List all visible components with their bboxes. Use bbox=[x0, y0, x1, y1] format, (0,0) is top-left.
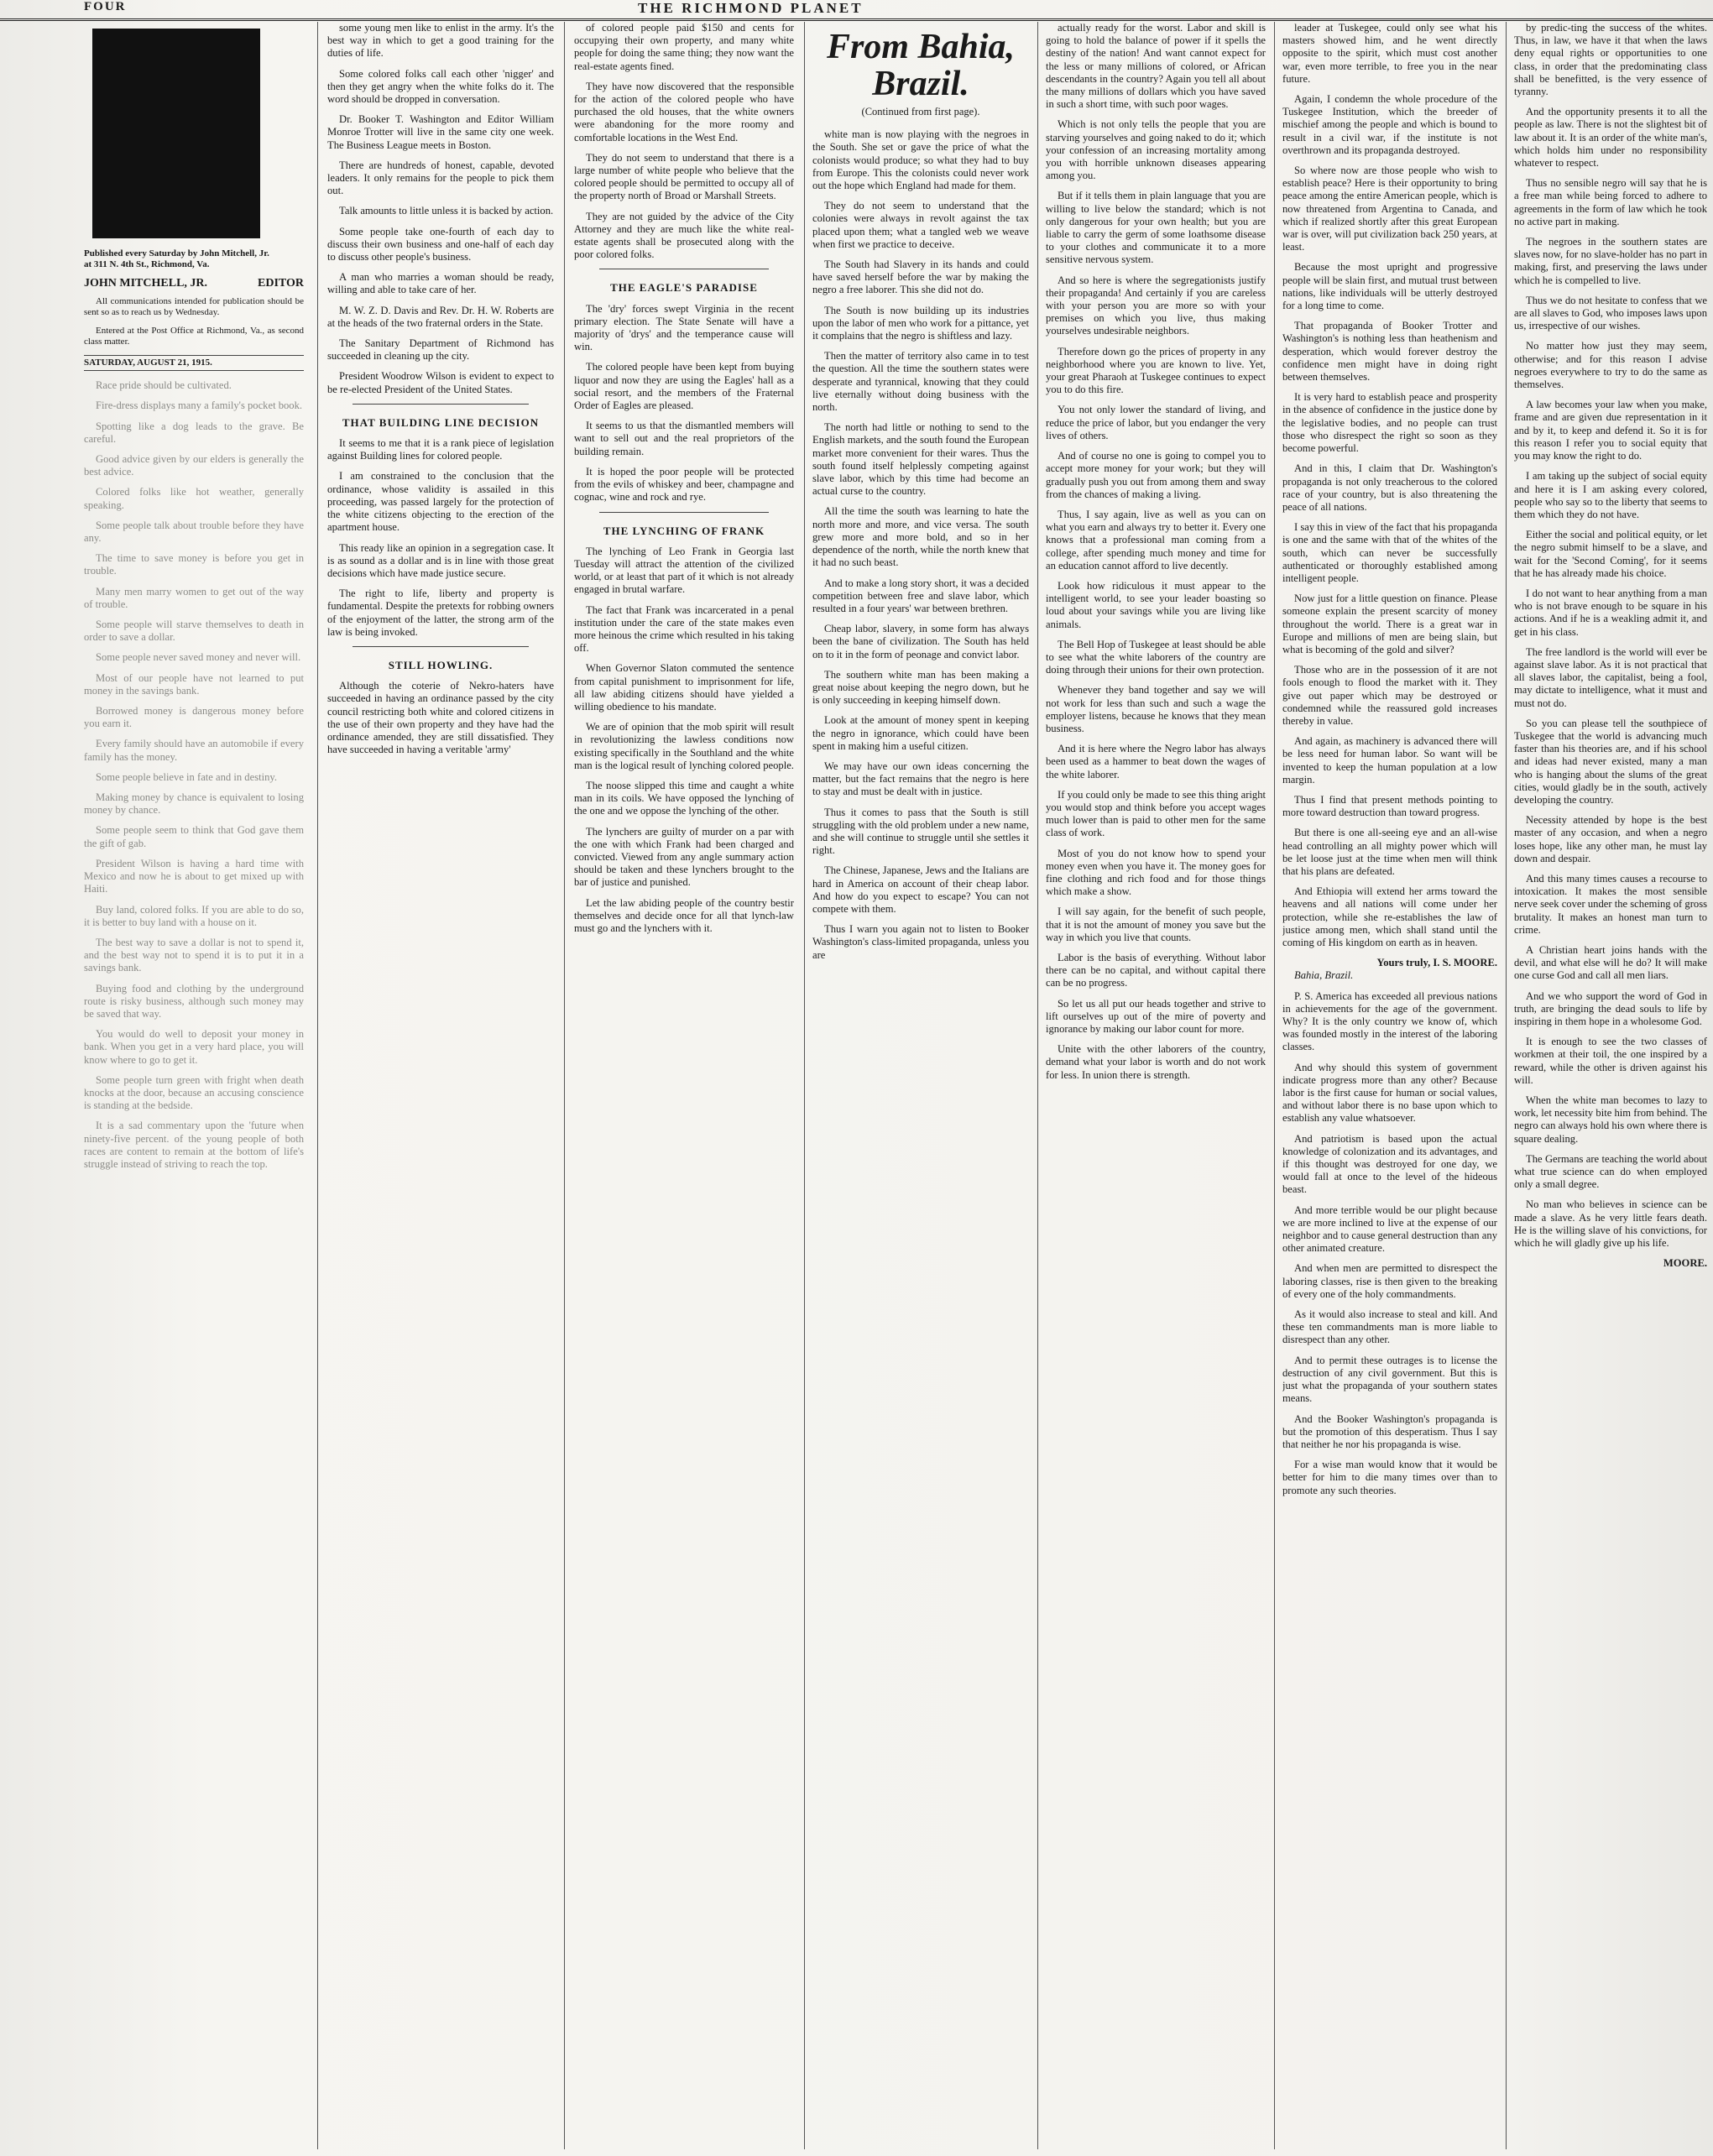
article-paragraph: Borrowed money is dangerous money before you earn it. bbox=[84, 705, 304, 730]
article-paragraph: The Bell Hop of Tuskegee at least should be able to see what the white laborers of the country are doing through their unions for their own protection. bbox=[1046, 638, 1266, 676]
article-paragraph: Most of you do not know how to spend your money even when you have it. The money goes for fine clothing and rich food and for those things which make a show. bbox=[1046, 847, 1266, 898]
article-paragraph: Some people turn green with fright when death knocks at the door, because an accusing conscience is standing at the bedside. bbox=[84, 1073, 304, 1112]
article-paragraph: And the Booker Washington's propaganda is but the promotion of this desperatism. Thus I say that neither he nor his propaganda is wise. bbox=[1282, 1412, 1497, 1450]
article-paragraph: Therefore down go the prices of property in any neighborhood where you are known to live. Yet, your great Pharaoh at Tuskegee continues to expect you to do this fire. bbox=[1046, 345, 1266, 396]
article-paragraph: Buy land, colored folks. If you are able to do so, it is better to buy land with a house on it. bbox=[84, 903, 304, 928]
article-paragraph: Cheap labor, slavery, in some form has always been the bane of civilization. The South has held on to it in the form of peonage and convict labor. bbox=[812, 623, 1029, 660]
column-rule bbox=[804, 22, 805, 2149]
article-paragraph: They are not guided by the advice of the City Attorney and they are much like the white real-estate agents shall be prosecuted along with the poor colored folks. bbox=[574, 210, 794, 261]
article-paragraph: The lynchers are guilty of murder on a par with the one with which Frank had been charged and convicted. Viewed from any angle summary action should be taken and these lynchers brought to the bar of justice and punished. bbox=[574, 825, 794, 889]
article-paragraph: You not only lower the standard of living, and reduce the price of labor, but you endanger the very lives of others. bbox=[1046, 404, 1266, 441]
signoff-place: Bahia, Brazil. bbox=[1294, 969, 1354, 982]
article-paragraph: We may have our own ideas concerning the matter, but the fact remains that the negro is here to stay and must be dealt with in justice. bbox=[812, 760, 1029, 798]
column-3-paragraphs-mid bbox=[574, 303, 794, 504]
column-4-paragraphs bbox=[812, 128, 1029, 962]
article-paragraph: Good advice given by our elders is generally the best advice. bbox=[84, 453, 304, 478]
article-paragraph: The Germans are teaching the world about what true science can do when employed only a small degree. bbox=[1514, 1152, 1707, 1191]
article-paragraph: And more terrible would be our plight because we are more inclined to live at the expense of our neighbor and to cause general destruction than any other animated creature. bbox=[1282, 1203, 1497, 1255]
article-paragraph: Either the social and political equity, or let the negro submit himself to be a slave, and wait for the 'Second Coming', for it seems that he has already made his choice. bbox=[1514, 529, 1707, 579]
article-paragraph: As it would also increase to steal and kill. And these ten commandments man is more liable to disrespect than any other. bbox=[1282, 1308, 1497, 1346]
article-paragraph: Which is not only tells the people that you are starving yourselves and going naked to do it; which your confession of an increasing mortality among you with horrible unknown diseases appearing among you. bbox=[1046, 118, 1266, 182]
article-paragraph: The South is now building up its industries upon the labor of men who work for a pittance, yet it complains that the negro is shiftless and lazy. bbox=[812, 304, 1029, 342]
editor-line bbox=[84, 277, 304, 290]
article-paragraph: Some colored folks call each other 'nigger' and then they get angry when the white folks do it. The word should be dropped in conversation. bbox=[327, 67, 554, 106]
article-paragraph: And the opportunity presents it to all the people as law. There is not the slightest bit of law about it. It is an order of the white man's, which holds him under no responsibility whatever to respect. bbox=[1514, 106, 1707, 170]
article-paragraph: A law becomes your law when you make, frame and are given due representation in it and by it, to keep and defend it. So it is for this reason I refer you to social equity that you may know the right to do. bbox=[1514, 399, 1707, 462]
column-7-paragraphs bbox=[1514, 22, 1707, 1250]
headline-still-howling: STILL HOWLING. bbox=[388, 658, 494, 671]
article-paragraph: P. S. America has exceeded all previous nations in achievements for the age of the government. Why? It is the only country we know of, which was founded mostly in the interest of the laboring classes. bbox=[1282, 989, 1497, 1053]
article-paragraph: I say this in view of the fact that his propaganda is one and the same with that of the whites of the south, which can never be successfully authenticated or thoroughly established among intelligent people. bbox=[1282, 521, 1497, 584]
article-paragraph: And we who support the word of God in truth, are bringing the dead souls to life by inspiring in them hope in a wholesome God. bbox=[1514, 989, 1707, 1028]
article-paragraph: Unite with the other laborers of the country, demand what your labor is worth and do not work for less. In union there is strength. bbox=[1046, 1043, 1266, 1081]
article-paragraph: Let the law abiding people of the country bestir themselves and decide once for all that lynch-law must go and the lynchers with it. bbox=[574, 896, 794, 934]
separator bbox=[353, 404, 529, 405]
column-rule bbox=[1506, 22, 1507, 2149]
editor-name: JOHN MITCHELL, JR. bbox=[84, 277, 208, 290]
article-paragraph: President Wilson is having a hard time with Mexico and now he is about to get mixed up with Haiti. bbox=[84, 857, 304, 895]
article-paragraph: Thus I warn you again not to listen to Booker Washington's class-limited propaganda, unless you are bbox=[812, 923, 1029, 961]
article-paragraph: For a wise man would know that it would be better for him to die many times over than to promote any such theories. bbox=[1282, 1459, 1497, 1496]
masthead-emblem bbox=[92, 29, 260, 238]
article-paragraph: some young men like to enlist in the army. It's the best way in which to get a good training for the duties of life. bbox=[327, 22, 554, 60]
article-paragraph: I am taking up the subject of social equity and here it is I am asking every colored, people who say so to the liberty that seems to them which they do not have. bbox=[1514, 470, 1707, 520]
article-paragraph: Talk amounts to little unless it is backed by action. bbox=[339, 205, 554, 217]
headline-building-line: THAT BUILDING LINE DECISION bbox=[342, 415, 540, 429]
column-rule bbox=[317, 22, 318, 2149]
article-title-bahia: From Bahia, Brazil. bbox=[826, 28, 1016, 103]
article-paragraph: No man who believes in science can be made a slave. As he very little fears death. He is the willing slave of his convictions, for which he will gladly give up his life. bbox=[1514, 1198, 1707, 1250]
article-paragraph: It is hoped the poor people will be protected from the evils of whiskey and beer, champagne and cognac, wine and rock and rye. bbox=[574, 465, 794, 504]
article-paragraph: A man who marries a woman should be ready, willing and able to take care of her. bbox=[327, 271, 554, 296]
article-paragraph: Then the matter of territory also came in to test the question. All the time the southern states were desperate and tyrannical, knowing that they could live eternally without doing business with the north. bbox=[812, 350, 1029, 414]
article-paragraph: white man is now playing with the negroes in the South. She set or gave the price of what the colonists would produce; so what they had to buy from Europe. This the colonists could never work out the hope which England had made for them. bbox=[812, 128, 1029, 192]
column-rule bbox=[1274, 22, 1275, 2149]
article-paragraph: And it is here where the Negro labor has always been used as a hammer to beat down the wages of the white laborer. bbox=[1046, 743, 1266, 780]
article-paragraph: Some people talk about trouble before they have any. bbox=[84, 519, 304, 545]
column-7 bbox=[1514, 22, 1707, 2149]
article-paragraph: The best way to save a dollar is not to spend it, and the best way not to spend it is to put it in a savings bank. bbox=[84, 936, 304, 974]
article-paragraph: actually ready for the worst. Labor and skill is going to hold the balance of power if it spells the destiny of the nation! And want cannot expect for the less or many millions of colored, or African descendants in the country? Again you tell all about the many millions of dollars which you have saved in such a short time, with such poor wages. bbox=[1046, 22, 1266, 111]
article-paragraph: The lynching of Leo Frank in Georgia last Tuesday will attract the attention of the civilized world, or at least that part of it which is not already engaged in brutal warfare. bbox=[574, 545, 794, 596]
column-4 bbox=[812, 22, 1029, 2149]
article-paragraph: The Chinese, Japanese, Jews and the Italians are hard in America on account of their cheap labor. And how do you expect to escape? You can not compete with them. bbox=[812, 864, 1029, 915]
editor-role: EDITOR bbox=[258, 277, 304, 290]
article-paragraph: We are of opinion that the mob spirit will result in revolutionizing the lawless conditions now existing specifically in the Southland and the white man is the logical result of lynching colored people. bbox=[574, 721, 794, 771]
article-paragraph: When Governor Slaton commuted the sentence from capital punishment to imprisonment for life, all law abiding citizens should have yielded a willing obedience to his mandate. bbox=[574, 662, 794, 713]
column-2-paragraphs-mid bbox=[327, 437, 554, 639]
article-paragraph: Fire-dress displays many a family's pocket book. bbox=[96, 399, 303, 412]
article-paragraph: Dr. Booker T. Washington and Editor William Monroe Trotter will live in the same city one week. The Business League meets in Boston. bbox=[327, 113, 554, 151]
article-paragraph: They have now discovered that the responsible for the action of the colored people who have purchased the old houses, that the white owners were abandoning for the more roomy and comfortable locations in the West End. bbox=[574, 80, 794, 144]
article-paragraph: Some people take one-fourth of each day to discuss their own business and one-half of each day to discuss other people's business. bbox=[327, 225, 554, 264]
column-2 bbox=[327, 22, 554, 2149]
notice-communications: All communications intended for publication should be sent so as to reach us by Wednesday. bbox=[84, 296, 304, 318]
article-paragraph: Many men marry women to get out of the way of trouble. bbox=[84, 585, 304, 610]
article-paragraph: President Woodrow Wilson is evident to expect to be re-elected President of the United States. bbox=[327, 370, 554, 395]
article-paragraph: Thus, I say again, live as well as you can on what you earn and always try to better it. Every one knows that a professional man coming from a college, after spending much money and time for an education cannot afford to live decently. bbox=[1046, 508, 1266, 572]
article-paragraph: And in this, I claim that Dr. Washington's propaganda is not only treacherous to the colored race of your country, but is also threatening the peace of all nations. bbox=[1282, 462, 1497, 513]
article-paragraph: The colored people have been kept from buying liquor and now they are using the Eagles' hall as a social resort, and the members of the Fraternal Order of Eagles are pleased. bbox=[574, 361, 794, 412]
article-paragraph: And so here is where the segregationists justify their propaganda! And certainly if you are careless with your person you are more so with your premises on which you live, thus making yourselves undesirable neighbors. bbox=[1046, 274, 1266, 337]
article-paragraph: M. W. Z. D. Davis and Rev. Dr. H. W. Roberts are at the heads of the two fraternal orders in the State. bbox=[327, 304, 554, 329]
article-paragraph: Thus no sensible negro will say that he is a free man while being forced to adhere to agreements in the form of law which he took no active part in making. bbox=[1514, 177, 1707, 227]
article-paragraph: It is a sad commentary upon the 'future when ninety-five percent. of the young people of both races are content to remain at the bottom of life's struggle instead of striving to reach the top. bbox=[84, 1120, 304, 1170]
article-paragraph: Colored folks like hot weather, generally speaking. bbox=[84, 486, 304, 511]
column-rule bbox=[564, 22, 565, 2149]
article-paragraph: All the time the south was learning to hate the north more and more, and vice versa. The south grew more and more bold, and so in her dependence of the north, while the north knew that it had no such beast. bbox=[812, 505, 1029, 569]
article-paragraph: of colored people paid $150 and cents for occupying their own property, and many white people for doing the same thing; they now want the real-estate agents fined. bbox=[574, 22, 794, 72]
article-paragraph: The north had little or nothing to send to the English markets, and the south found the European market more convenient for their wares. Thus the south found itself helplessly competing against slave labor, which by this time had become an actual curse to the country. bbox=[812, 421, 1029, 498]
article-paragraph: by predic-ting the success of the whites. Thus, in law, we have it that when the laws deny equal rights or opportunities to one class, in order that the predominating class shall be benefitted, is the very essence of tyranny. bbox=[1514, 22, 1707, 98]
newspaper-title: THE RICHMOND PLANET bbox=[638, 0, 864, 16]
headline-lynching-of-frank: THE LYNCHING OF FRANK bbox=[603, 524, 765, 537]
article-paragraph: The free landlord is the world will ever be against slave labor. As it is not practical that all slaves labor, the capitalist, being a fool, may dictate to intelligence, what it must and must not do. bbox=[1514, 645, 1707, 709]
column-rule bbox=[1037, 22, 1038, 2149]
article-paragraph: Most of our people have not learned to put money in the savings bank. bbox=[84, 671, 304, 697]
article-subtitle: (Continued from first page). bbox=[861, 106, 980, 117]
article-paragraph: So let us all put our heads together and strive to lift ourselves up out of the mire of poverty and ignorance by making our labor count for more. bbox=[1046, 997, 1266, 1036]
separator bbox=[353, 646, 529, 647]
column-6-paragraphs-top bbox=[1282, 22, 1497, 949]
article-paragraph: And patriotism is based upon the actual knowledge of colonization and its advantages, and if this thought was destroyed for one day, we would fall at once to the level of the hideous beast. bbox=[1282, 1132, 1497, 1196]
article-paragraph: The South had Slavery in its hands and could have saved herself before the war by making the negro a free laborer. This she did not do. bbox=[812, 258, 1029, 296]
article-paragraph: It is very hard to establish peace and prosperity in the absence of confidence in the justice done by the legislative bodies, and no people can trust those who disrespect the right so soon as they become powerful. bbox=[1282, 391, 1497, 455]
column-3-paragraphs-bottom bbox=[574, 546, 794, 935]
article-paragraph: And to make a long story short, it was a decided competition between free and slave labor, which resulted in a four years' war between brethren. bbox=[812, 577, 1029, 614]
article-paragraph: It is enough to see the two classes of workmen at their toil, the one inspired by a reward, while the other is driven against his will. bbox=[1514, 1036, 1707, 1086]
signoff-moore-final: MOORE. bbox=[1663, 1257, 1707, 1270]
article-paragraph: So you can please tell the southpiece of Tuskegee that the world is advancing much faster than his theories are, and if his school and ideas had never existed, many a man who is hanging about the slums of the great cities, would gladly be in the south, actively developing the country. bbox=[1514, 717, 1707, 806]
article-paragraph: Because the most upright and progressive people will be slain first, and mutual trust between nations, like individuals will be utterly destroyed for a long time to come. bbox=[1282, 261, 1497, 312]
headline-eagles-paradise: THE EAGLE'S PARADISE bbox=[610, 281, 758, 295]
column-6-postscript bbox=[1282, 990, 1497, 1497]
separator bbox=[599, 512, 769, 513]
article-paragraph: And when men are permitted to disrespect the laboring classes, rise is then given to the breaking of every one of the holy commandments. bbox=[1282, 1262, 1497, 1300]
dateline: SATURDAY, AUGUST 21, 1915. bbox=[84, 355, 304, 371]
article-paragraph: Every family should have an automobile if every family has the money. bbox=[84, 738, 304, 763]
column-1 bbox=[84, 22, 304, 2149]
article-paragraph: Some people seem to think that God gave them the gift of gab. bbox=[84, 824, 304, 849]
column-2-paragraphs-bottom bbox=[327, 680, 554, 756]
article-paragraph: Some people will starve themselves to death in order to save a dollar. bbox=[84, 619, 304, 644]
article-paragraph: The noose slipped this time and caught a white man in its coils. We have opposed the lynching of the one and we oppose the lynching of the other. bbox=[574, 779, 794, 817]
column-2-paragraphs-top bbox=[327, 22, 554, 396]
article-paragraph: Spotting like a dog leads to the grave. Be careful. bbox=[84, 420, 304, 445]
article-paragraph: That propaganda of Booker Trotter and Washington's is nothing less than heathenism and desperation, which would forever destroy the confidence men might have in doing right between themselves. bbox=[1282, 320, 1497, 384]
article-paragraph: It seems to us that the dismantled members will want to sell out and the real proprietors of the building remain. bbox=[574, 420, 794, 457]
article-paragraph: A Christian heart joins hands with the devil, and what else will he do? It will make one curse God and call all men liars. bbox=[1514, 944, 1707, 982]
article-paragraph: The fact that Frank was incarcerated in a penal institution under the care of the state makes even more heinous the crime which resulted in his taking off. bbox=[574, 603, 794, 655]
masthead bbox=[0, 0, 1713, 21]
article-paragraph: The southern white man has been making a great noise about keeping the negro down, but he is only succeeding in keeping himself down. bbox=[812, 668, 1029, 707]
signoff-moore: Yours truly, I. S. MOORE. bbox=[1376, 957, 1497, 969]
article-paragraph: Again, I condemn the whole procedure of the Tuskegee Institution, which the breeder of mischief among the people and which is bound to result in a civil war, if the institute is not overthrown and its propaganda destroyed. bbox=[1282, 93, 1497, 156]
page-number: FOUR bbox=[84, 0, 127, 13]
article-paragraph: Labor is the basis of everything. Without labor there can be no capital, and without capital there can be no progress. bbox=[1046, 952, 1266, 989]
article-paragraph: I do not want to hear anything from a man who is not brave enough to be square in his actions. And if he is a weakling admit it, and get in his class. bbox=[1514, 587, 1707, 638]
column-3 bbox=[574, 22, 794, 2149]
column-1-paragraphs bbox=[84, 379, 304, 1171]
article-paragraph: They do not seem to understand that the colonies were always in revolt against the tax placed upon them; what a tangled web we weave when first we practice to deceive. bbox=[812, 200, 1029, 250]
column-3-paragraphs-top bbox=[574, 22, 794, 261]
article-paragraph: Necessity attended by hope is the best master of any occasion, and when a negro loses hope, like any other man, he must lay down and despair. bbox=[1514, 814, 1707, 864]
article-paragraph: Some people believe in fate and in destiny. bbox=[96, 770, 278, 783]
article-paragraph: Some people never saved money and never will. bbox=[96, 651, 301, 664]
article-paragraph: leader at Tuskegee, could only see what his masters showed him, and he went directly opposite to the spirit, which must cost another war, even more terrible, to free you in the near future. bbox=[1282, 22, 1497, 85]
article-paragraph: The Sanitary Department of Richmond has succeeded in cleaning up the city. bbox=[327, 337, 554, 363]
article-paragraph: I will say again, for the benefit of such people, that it is not the amount of money you save but the way in which you live that counts. bbox=[1046, 906, 1266, 943]
article-paragraph: Look at the amount of money spent in keeping the negro in ignorance, which could have been spent in making him a useful citizen. bbox=[812, 714, 1029, 752]
article-paragraph: There are hundreds of honest, capable, devoted leaders. It only remains for the people to pick them out. bbox=[327, 159, 554, 197]
article-paragraph: No matter how just they may seem, otherwise; and for this reason I advise negroes everywhere to try to do the same as themselves. bbox=[1514, 340, 1707, 391]
article-paragraph: But if it tells them in plain language that you are willing to live below the standard; which is not only dangerous for your own health; but you are liable to carry the germ of some loathsome disease to your clothes and communicate it to a more sensitive nervous system. bbox=[1046, 190, 1266, 266]
article-paragraph: The negroes in the southern states are slaves now, for no slave-holder has no part in making, first, and preserving the laws under which he is compelled to live. bbox=[1514, 236, 1707, 286]
article-paragraph: It seems to me that it is a rank piece of legislation against Building lines for colored people. bbox=[327, 437, 554, 462]
column-5 bbox=[1046, 22, 1266, 2149]
article-paragraph: I am constrained to the conclusion that the ordinance, whose validity is assailed in this proceeding, was passed largely for the protection of the white citizens objecting to the erection of the apartment house. bbox=[327, 470, 554, 534]
article-paragraph: And why should this system of government indicate progress more than any other? Because labor is the first cause for human or social values, and without labor there is no base upon which to establish any value whatsoever. bbox=[1282, 1061, 1497, 1125]
article-paragraph: When the white man becomes to lazy to work, let necessity bite him from behind. The negro can always hold his own where there is square dealing. bbox=[1514, 1094, 1707, 1145]
article-paragraph: Thus it comes to pass that the South is still struggling with the old problem under a new name, and she will continue to struggle until she settles it right. bbox=[812, 806, 1029, 857]
article-paragraph: Making money by chance is equivalent to losing money by chance. bbox=[84, 791, 304, 817]
article-paragraph: You would do well to deposit your money in bank. When you get in a very hard place, you will know where to go to get it. bbox=[84, 1028, 304, 1066]
article-paragraph: Thus I find that present methods pointing to more toward destruction than toward progress. bbox=[1282, 793, 1497, 819]
article-paragraph: Look how ridiculous it must appear to the intelligent world, to see your leader boasting so loud about your savings while you are living like animals. bbox=[1046, 579, 1266, 630]
article-paragraph: Those who are in the possession of it are not fools enough to flood the market with it. They give out paper which may be destroyed or condemned while the reassured gold increases thereby in value. bbox=[1282, 664, 1497, 727]
article-paragraph: And this many times causes a recourse to intoxication. It makes the most sensible nerve seek cover under the scheming of gross brutality. It makes an honest man turn to crime. bbox=[1514, 872, 1707, 936]
article-paragraph: They do not seem to understand that there is a large number of white people who believe that the colored people should be permitted to occupy all of the property north of Broad or Marshall Streets. bbox=[574, 151, 794, 202]
article-paragraph: The right to life, liberty and property is fundamental. Despite the pretexts for robbing owners of the enjoyment of the latter, the strong arm of the law is being invoked. bbox=[327, 587, 554, 638]
article-paragraph: Buying food and clothing by the underground route is risky business, although such money may be saved that way. bbox=[84, 982, 304, 1020]
article-paragraph: And of course no one is going to compel you to accept more money for your work; but they will gradually push you out from among them and sway from the chances of making a living. bbox=[1046, 450, 1266, 500]
article-paragraph: Now just for a little question on finance. Please someone explain the present scarcity of money throughout the world. There is a great war in Europe and millions of men are being slain, but what is becoming of the gold and silver? bbox=[1282, 593, 1497, 655]
article-paragraph: The 'dry' forces swept Virginia in the recent primary election. The State Senate will have a majority of 'drys' and the temperance cause will win. bbox=[574, 302, 794, 353]
article-paragraph: If you could only be made to see this thing aright you would stop and think before you accept wages much lower than is paid to other men for the same class of work. bbox=[1046, 788, 1266, 839]
article-paragraph: So where now are those people who wish to establish peace? Here is their opportunity to bring peace among the entire American people, which is now threatened from Argentina to Canada, and which if realized shortly after this great European war is over, will put civilization back 250 years, at least. bbox=[1282, 164, 1497, 253]
article-paragraph: Although the coterie of Nekro-haters have succeeded in having an ordinance passed by the city council restricting both white and colored citizens in the use of their own property and they have had the ordinance amended, they are still dissatisfied. They have succeeded in having a veritable 'army' bbox=[327, 680, 554, 756]
article-paragraph: And to permit these outrages is to license the destruction of any civil government. But this is just what the propaganda of your southern states means. bbox=[1282, 1354, 1497, 1405]
article-paragraph: Race pride should be cultivated. bbox=[96, 379, 232, 392]
publisher-line-1: Published every Saturday by John Mitchell, Jr. bbox=[84, 248, 269, 258]
article-paragraph: Thus we do not hesitate to confess that we are all slaves to God, who imposes laws upon us, irrespective of our wishes. bbox=[1514, 294, 1707, 332]
article-paragraph: Whenever they band together and say we will not work for less than such and such a wage the employer listens, because he knows that they mean business. bbox=[1046, 684, 1266, 734]
notice-post-office: Entered at the Post Office at Richmond, Va., as second class matter. bbox=[84, 326, 304, 347]
article-paragraph: The time to save money is before you get in trouble. bbox=[84, 552, 304, 577]
publisher-line-2: at 311 N. 4th St., Richmond, Va. bbox=[84, 259, 210, 269]
article-paragraph: And again, as machinery is advanced there will be less need for human labor. So want will be invented to keep the human population at a low margin. bbox=[1282, 735, 1497, 786]
article-paragraph: But there is one all-seeing eye and an all-wise head controlling an all mighty power which will be let loose just at the time when men will think that his plans are defeated. bbox=[1282, 827, 1497, 877]
article-paragraph: This ready like an opinion in a segregation case. It is as sound as a dollar and is in line with those great decisions which have made justice secure. bbox=[327, 541, 554, 579]
article-paragraph: And Ethiopia will extend her arms toward the heavens and all nations will come under her protection, while she re-establishes the law of justice among men, which shall stand until the coming of His kingdom on earth as in heaven. bbox=[1282, 885, 1497, 948]
column-6 bbox=[1282, 22, 1497, 2149]
column-5-paragraphs bbox=[1046, 22, 1266, 1082]
